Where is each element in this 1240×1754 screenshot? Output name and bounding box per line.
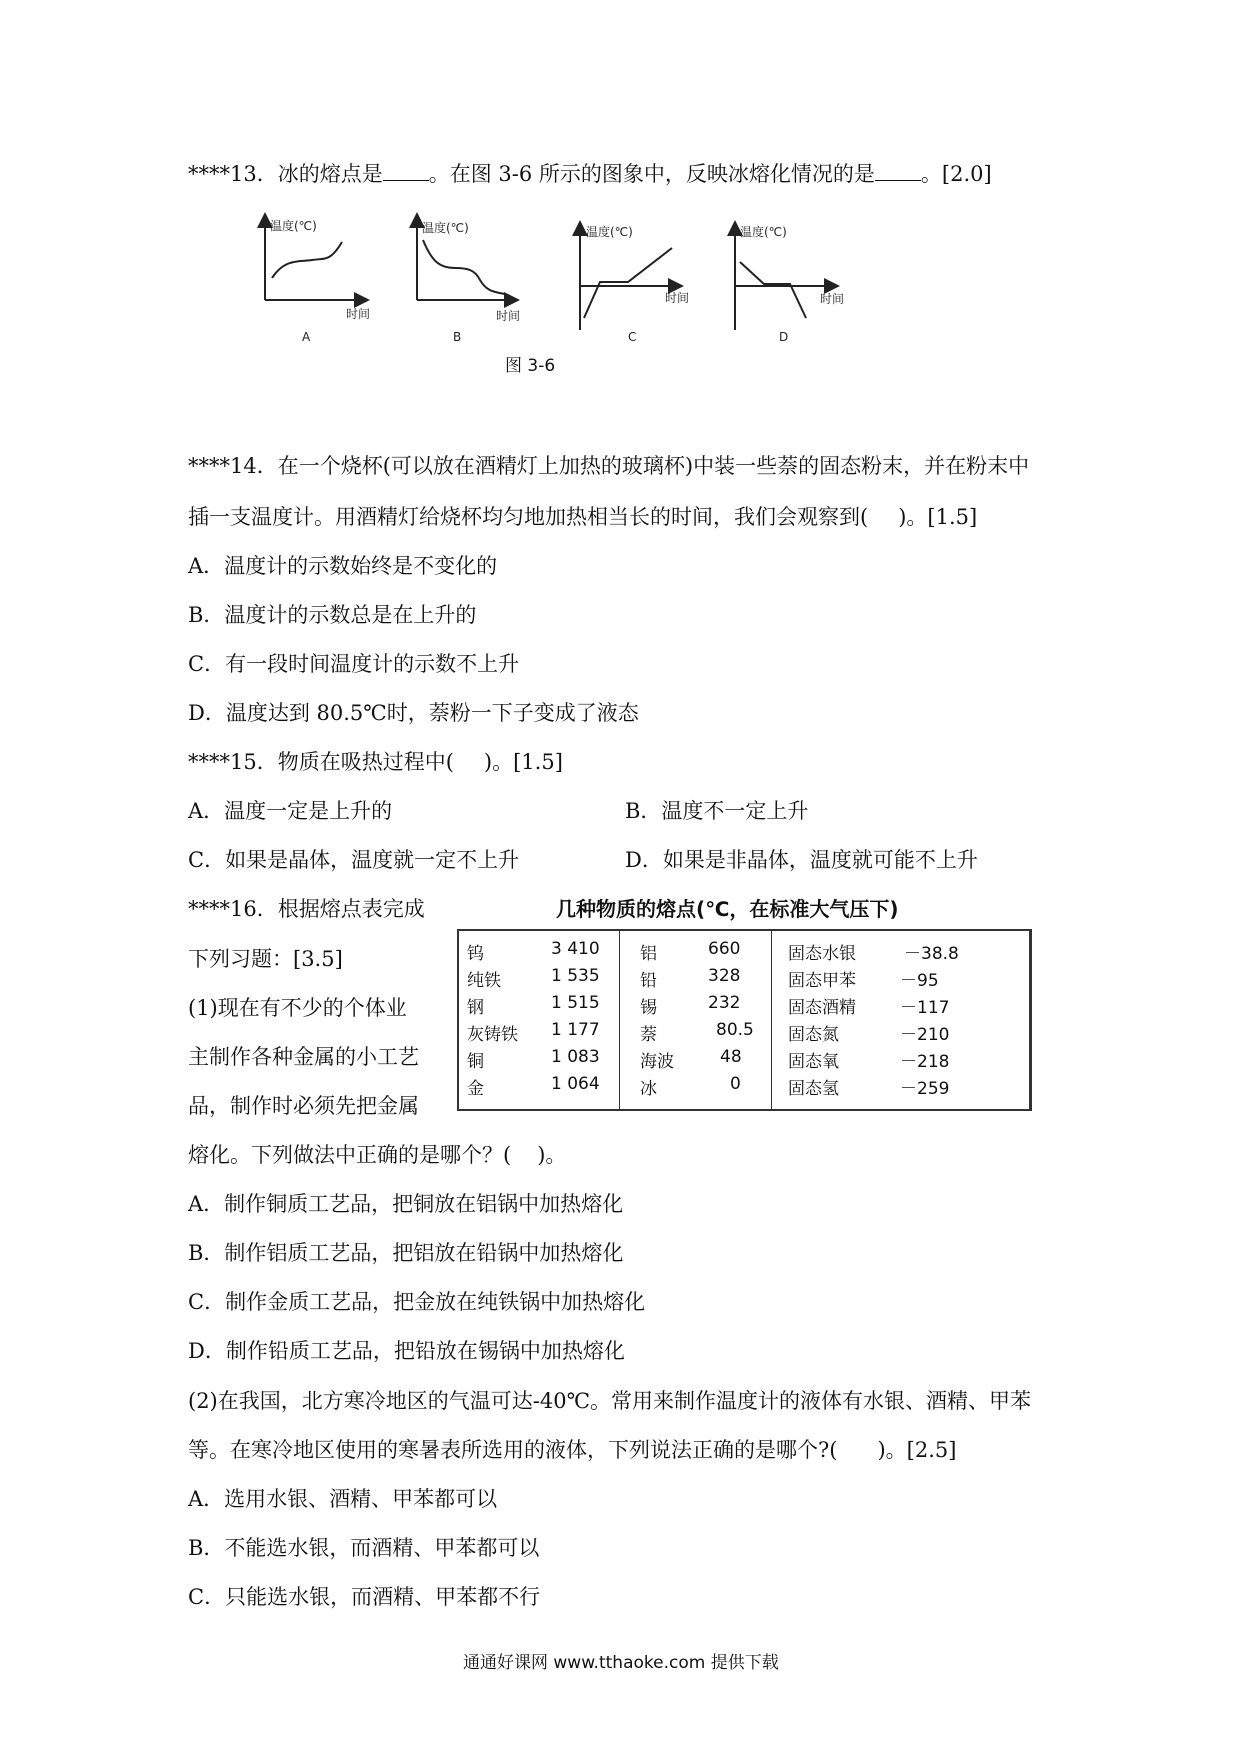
q16-line2: 下列习题：[3.5] bbox=[188, 947, 343, 971]
q15-option-c: C．如果是晶体，温度就一定不上升 bbox=[188, 848, 520, 872]
q16-sub1-b: )。 bbox=[537, 1143, 567, 1167]
q16-sub2-line2 bbox=[188, 1436, 956, 1464]
table-cell: 1 515 bbox=[551, 993, 600, 1013]
q15-stem-b: )。[1.5] bbox=[483, 750, 563, 774]
table-cell: －117 bbox=[900, 998, 950, 1018]
table-cell: －218 bbox=[900, 1052, 950, 1072]
q14-option-c: C．有一段时间温度计的示数不上升 bbox=[188, 652, 520, 676]
table-cell: 固态氧 bbox=[788, 1052, 839, 1072]
q16-sub1-option-a: A．制作铜质工艺品，把铜放在铝锅中加热熔化 bbox=[188, 1192, 624, 1216]
q15-option-d: D．如果是非晶体，温度就可能不上升 bbox=[625, 848, 978, 872]
q15-stem bbox=[188, 748, 563, 776]
graph-a-curve bbox=[272, 242, 342, 278]
table-cell: 海波 bbox=[640, 1052, 674, 1072]
table-cell: 3 410 bbox=[551, 939, 600, 959]
table-cell: 328 bbox=[708, 966, 741, 986]
q14-option-b: B．温度计的示数总是在上升的 bbox=[188, 603, 477, 627]
table-column bbox=[459, 931, 619, 1109]
graph-d bbox=[735, 224, 844, 344]
graph-a-ylabel: 温度(℃) bbox=[270, 219, 317, 233]
table-cell: 金 bbox=[467, 1079, 484, 1099]
page-footer: 通通好课网 www.tthaoke.com 提供下载 bbox=[463, 1653, 779, 1673]
q16-sub1-a: 熔化。下列做法中正确的是哪个？( bbox=[188, 1143, 512, 1167]
q13-suffix: 。[2.0] bbox=[920, 162, 992, 186]
table-cell: 48 bbox=[720, 1047, 742, 1067]
q16-line1: ****16．根据熔点表完成 bbox=[188, 897, 425, 921]
q16-line4: 主制作各种金属的小工艺 bbox=[188, 1045, 419, 1069]
table-cell: 660 bbox=[708, 939, 741, 959]
table-cell: 萘 bbox=[640, 1025, 657, 1045]
q16-line3: (1)现在有不少的个体业 bbox=[188, 996, 407, 1020]
q16-sub2-a: 等。在寒冷地区使用的寒暑表所选用的液体，下列说法正确的是哪个?( bbox=[188, 1438, 838, 1462]
q15-stem-a: ****15．物质在吸热过程中( bbox=[188, 750, 454, 774]
q13-mid: 。在图 3-6 所示的图象中，反映冰熔化情况的是 bbox=[428, 162, 875, 186]
q16-sub1-last bbox=[188, 1141, 566, 1169]
table-cell: 钢 bbox=[467, 998, 484, 1018]
table-cell: 1 177 bbox=[551, 1020, 600, 1040]
graph-b-letter: B bbox=[453, 330, 462, 344]
graph-b-xlabel: 时间 bbox=[496, 309, 521, 323]
q16-sub2-line1: (2)在我国，北方寒冷地区的气温可达-40℃。常用来制作温度计的液体有水银、酒精、甲苯 bbox=[188, 1389, 1032, 1413]
table-cell: 232 bbox=[708, 993, 741, 1013]
q16-sub2-b: )。[2.5] bbox=[877, 1438, 957, 1462]
q15-option-a: A．温度一定是上升的 bbox=[188, 799, 393, 823]
table-cell: 钨 bbox=[467, 944, 484, 964]
graph-c bbox=[580, 224, 689, 344]
figure-3-6 bbox=[0, 0, 1240, 360]
table-cell: 1 535 bbox=[551, 966, 600, 986]
table-cell: 铝 bbox=[640, 944, 657, 964]
table-cell: －259 bbox=[900, 1079, 950, 1099]
graph-b bbox=[417, 220, 520, 344]
graph-b-curve bbox=[423, 240, 505, 294]
graph-d-ylabel: 温度(℃) bbox=[740, 225, 787, 239]
table-cell: －95 bbox=[900, 971, 939, 991]
table-cell: 1 083 bbox=[551, 1047, 600, 1067]
table-cell: 1 064 bbox=[551, 1074, 600, 1094]
table-cell: 铜 bbox=[467, 1052, 484, 1072]
table-cell: 固态氢 bbox=[788, 1079, 839, 1099]
table-cell: 纯铁 bbox=[467, 971, 501, 991]
graph-a bbox=[265, 218, 370, 344]
melting-table-title: 几种物质的熔点(℃，在标准大气压下) bbox=[556, 897, 899, 921]
table-cell: 固态氮 bbox=[788, 1025, 839, 1045]
table-cell: 80.5 bbox=[716, 1020, 754, 1040]
q13-prefix: ****13．冰的熔点是 bbox=[188, 162, 383, 186]
q14-stem-line2 bbox=[188, 503, 977, 531]
q14-option-a: A．温度计的示数始终是不变化的 bbox=[188, 554, 498, 578]
table-cell: 0 bbox=[730, 1074, 741, 1094]
table-column bbox=[771, 931, 1028, 1109]
table-cell: 固态水银 bbox=[788, 944, 856, 964]
melting-point-table bbox=[457, 929, 1032, 1111]
table-column bbox=[619, 931, 772, 1109]
q15-option-b: B．温度不一定上升 bbox=[625, 799, 809, 823]
table-cell: 灰铸铁 bbox=[467, 1025, 518, 1045]
q14-stem-b: )。[1.5] bbox=[898, 505, 978, 529]
graph-a-xlabel: 时间 bbox=[346, 307, 371, 321]
q16-line5: 品，制作时必须先把金属 bbox=[188, 1094, 419, 1118]
q16-sub1-option-c: C．制作金质工艺品，把金放在纯铁锅中加热熔化 bbox=[188, 1290, 646, 1314]
q16-sub2-option-c: C．只能选水银，而酒精、甲苯都不行 bbox=[188, 1585, 541, 1609]
graph-c-xlabel: 时间 bbox=[665, 291, 690, 305]
graph-c-ylabel: 温度(℃) bbox=[586, 225, 633, 239]
q16-sub2-option-b: B．不能选水银，而酒精、甲苯都可以 bbox=[188, 1536, 540, 1560]
graph-d-xlabel: 时间 bbox=[820, 292, 845, 306]
q16-sub2-option-a: A．选用水银、酒精、甲苯都可以 bbox=[188, 1487, 498, 1511]
q14-stem-a: 插一支温度计。用酒精灯给烧杯均匀地加热相当长的时间，我们会观察到( bbox=[188, 505, 869, 529]
graph-d-letter: D bbox=[779, 330, 789, 344]
table-cell: 锡 bbox=[640, 998, 657, 1018]
table-cell: 固态甲苯 bbox=[788, 971, 856, 991]
graph-b-ylabel: 温度(℃) bbox=[422, 221, 469, 235]
table-cell: －210 bbox=[900, 1025, 950, 1045]
table-cell: 铅 bbox=[640, 971, 657, 991]
q14-option-d: D．温度达到 80.5℃时，萘粉一下子变成了液态 bbox=[188, 701, 639, 725]
q16-sub1-option-b: B．制作铝质工艺品，把铝放在铅锅中加热熔化 bbox=[188, 1241, 624, 1265]
figure-caption: 图 3-6 bbox=[505, 356, 556, 376]
table-cell: 固态酒精 bbox=[788, 998, 856, 1018]
q16-sub1-option-d: D．制作铅质工艺品，把铅放在锡锅中加热熔化 bbox=[188, 1339, 625, 1363]
table-cell: －38.8 bbox=[904, 944, 959, 964]
q14-stem-line1: ****14．在一个烧杯(可以放在酒精灯上加热的玻璃杯)中装一些萘的固态粉末，并在粉末中 bbox=[188, 454, 1030, 478]
graph-a-letter: A bbox=[302, 330, 311, 344]
graph-c-curve bbox=[584, 248, 672, 318]
graph-d-curve bbox=[740, 262, 806, 318]
table-cell: 冰 bbox=[640, 1079, 657, 1099]
graph-c-letter: C bbox=[628, 330, 637, 344]
